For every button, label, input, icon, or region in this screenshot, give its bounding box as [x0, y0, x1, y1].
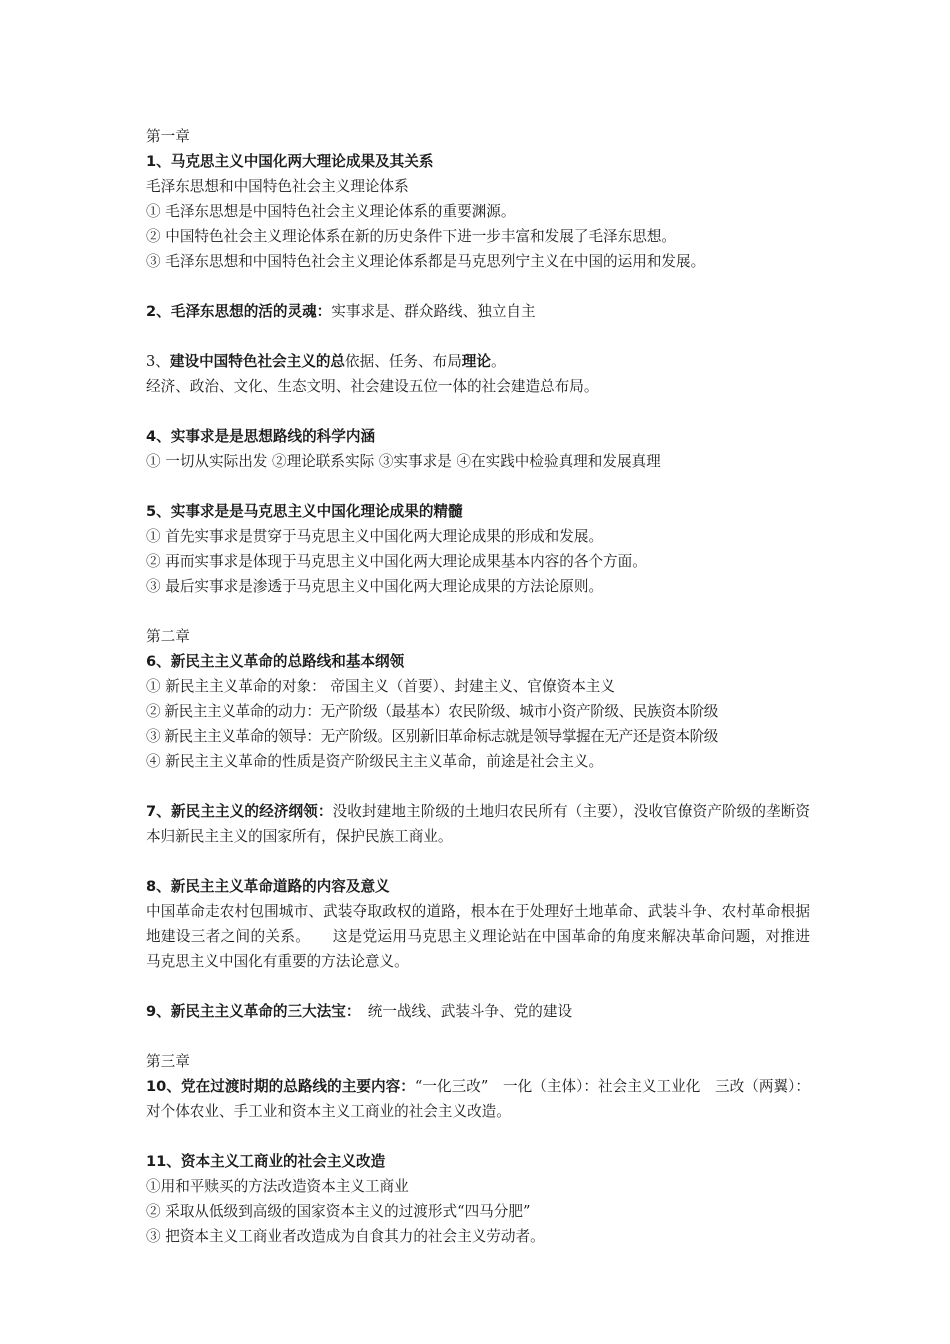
chapter-2-title: 第二章: [146, 628, 190, 645]
q3-suffix: 。: [491, 353, 506, 370]
q1-heading: 1、马克思主义中国化两大理论成果及其关系: [146, 153, 434, 170]
q6-heading: 6、新民主主义革命的总路线和基本纲领: [146, 653, 405, 670]
q11-line-2: ② 采取从低级到高级的国家资本主义的过渡形式“四马分肥”: [146, 1203, 531, 1220]
q5-line-1: ① 首先实事求是贯穿于马克思主义中国化两大理论成果的形成和发展。: [146, 528, 604, 545]
chapter-3-title: 第三章: [146, 1053, 190, 1070]
q1-line-2: ① 毛泽东思想是中国特色社会主义理论体系的重要渊源。: [146, 203, 516, 220]
q10-text: “一化三改” 一化（主体）：社会主义工业化 三改（两翼）：对个体农业、手工业和资本主义工商业的社会主义改造。: [146, 1078, 810, 1120]
q4-heading: 4、实事求是是思想路线的科学内涵: [146, 428, 376, 445]
q10-heading: 10、党在过渡时期的总路线的主要内容：: [146, 1078, 415, 1095]
q11-line-1: ①用和平赎买的方法改造资本主义工商业: [146, 1178, 409, 1195]
q9-paragraph: [146, 999, 810, 1024]
q1-line-1: 毛泽东思想和中国特色社会主义理论体系: [146, 178, 409, 195]
q6-line-2: ② 新民主主义革命的动力：无产阶级（最基本）农民阶级、城市小资产阶级、民族资本阶级: [146, 703, 718, 720]
q5-heading: 5、实事求是是马克思主义中国化理论成果的精髓: [146, 503, 463, 520]
chapter-1-title: 第一章: [146, 128, 190, 145]
q11-heading: 11、资本主义工商业的社会主义改造: [146, 1153, 386, 1170]
q9-text: 统一战线、武装斗争、党的建设: [353, 1003, 573, 1020]
q7-text: 没收封建地主阶级的土地归农民所有（主要），没收官僚资产阶级的垄断资本归新民主主义的国家所有，保护民族工商业。: [146, 803, 811, 845]
q1-line-3: ② 中国特色社会主义理论体系在新的历史条件下进一步丰富和发展了毛泽东思想。: [146, 228, 677, 245]
q5-line-2: ② 再而实事求是体现于马克思主义中国化两大理论成果基本内容的各个方面。: [146, 553, 647, 570]
q5-line-3: ③ 最后实事求是渗透于马克思主义中国化两大理论成果的方法论原则。: [146, 578, 604, 595]
q6-line-1: ① 新民主主义革命的对象： 帝国主义（首要）、封建主义、官僚资本主义: [146, 678, 615, 695]
q8-text: 中国革命走农村包围城市、武装夺取政权的道路，根本在于处理好土地革命、武装斗争、农村革命根据地建设三者之间的关系。 这是党运用马克思主义理论站在中国革命的角度来解决革命问题，对推进马克思主义中国化有重要的方法论意义。: [146, 903, 810, 970]
q9-heading: 9、新民主主义革命的三大法宝：: [146, 1003, 354, 1020]
q3-heading-b: 理论: [461, 353, 491, 370]
q10-paragraph: [146, 1074, 810, 1124]
q2-paragraph: [146, 299, 810, 324]
q3-heading-a: 建设中国特色社会主义的总: [169, 353, 346, 370]
q3-prefix: 3、: [146, 353, 170, 370]
q1-line-4: ③ 毛泽东思想和中国特色社会主义理论体系都是马克思列宁主义在中国的运用和发展。: [146, 253, 706, 270]
q7-paragraph: [146, 799, 810, 849]
document-page: [146, 124, 810, 1249]
q2-heading: 2、毛泽东思想的活的灵魂：: [146, 303, 332, 320]
q4-line: ① 一切从实际出发 ②理论联系实际 ③实事求是 ④在实践中检验真理和发展真理: [146, 453, 661, 470]
q3-line: 经济、政治、文化、生态文明、社会建设五位一体的社会建造总布局。: [146, 378, 599, 395]
q2-text: 实事求是、群众路线、独立自主: [331, 303, 536, 320]
q8-heading: 8、新民主主义革命道路的内容及意义: [146, 878, 390, 895]
q6-line-3: ③ 新民主主义革命的领导：无产阶级。区别新旧革命标志就是领导掌握在无产还是资本阶级: [146, 728, 718, 745]
q3-heading-line: [146, 349, 810, 374]
q6-line-4: ④ 新民主主义革命的性质是资产阶级民主主义革命，前途是社会主义。: [146, 753, 604, 770]
q3-middle: 依据、任务、布局: [345, 353, 462, 370]
q11-line-3: ③ 把资本主义工商业者改造成为自食其力的社会主义劳动者。: [146, 1228, 545, 1245]
q7-heading: 7、新民主主义的经济纲领：: [146, 803, 333, 820]
